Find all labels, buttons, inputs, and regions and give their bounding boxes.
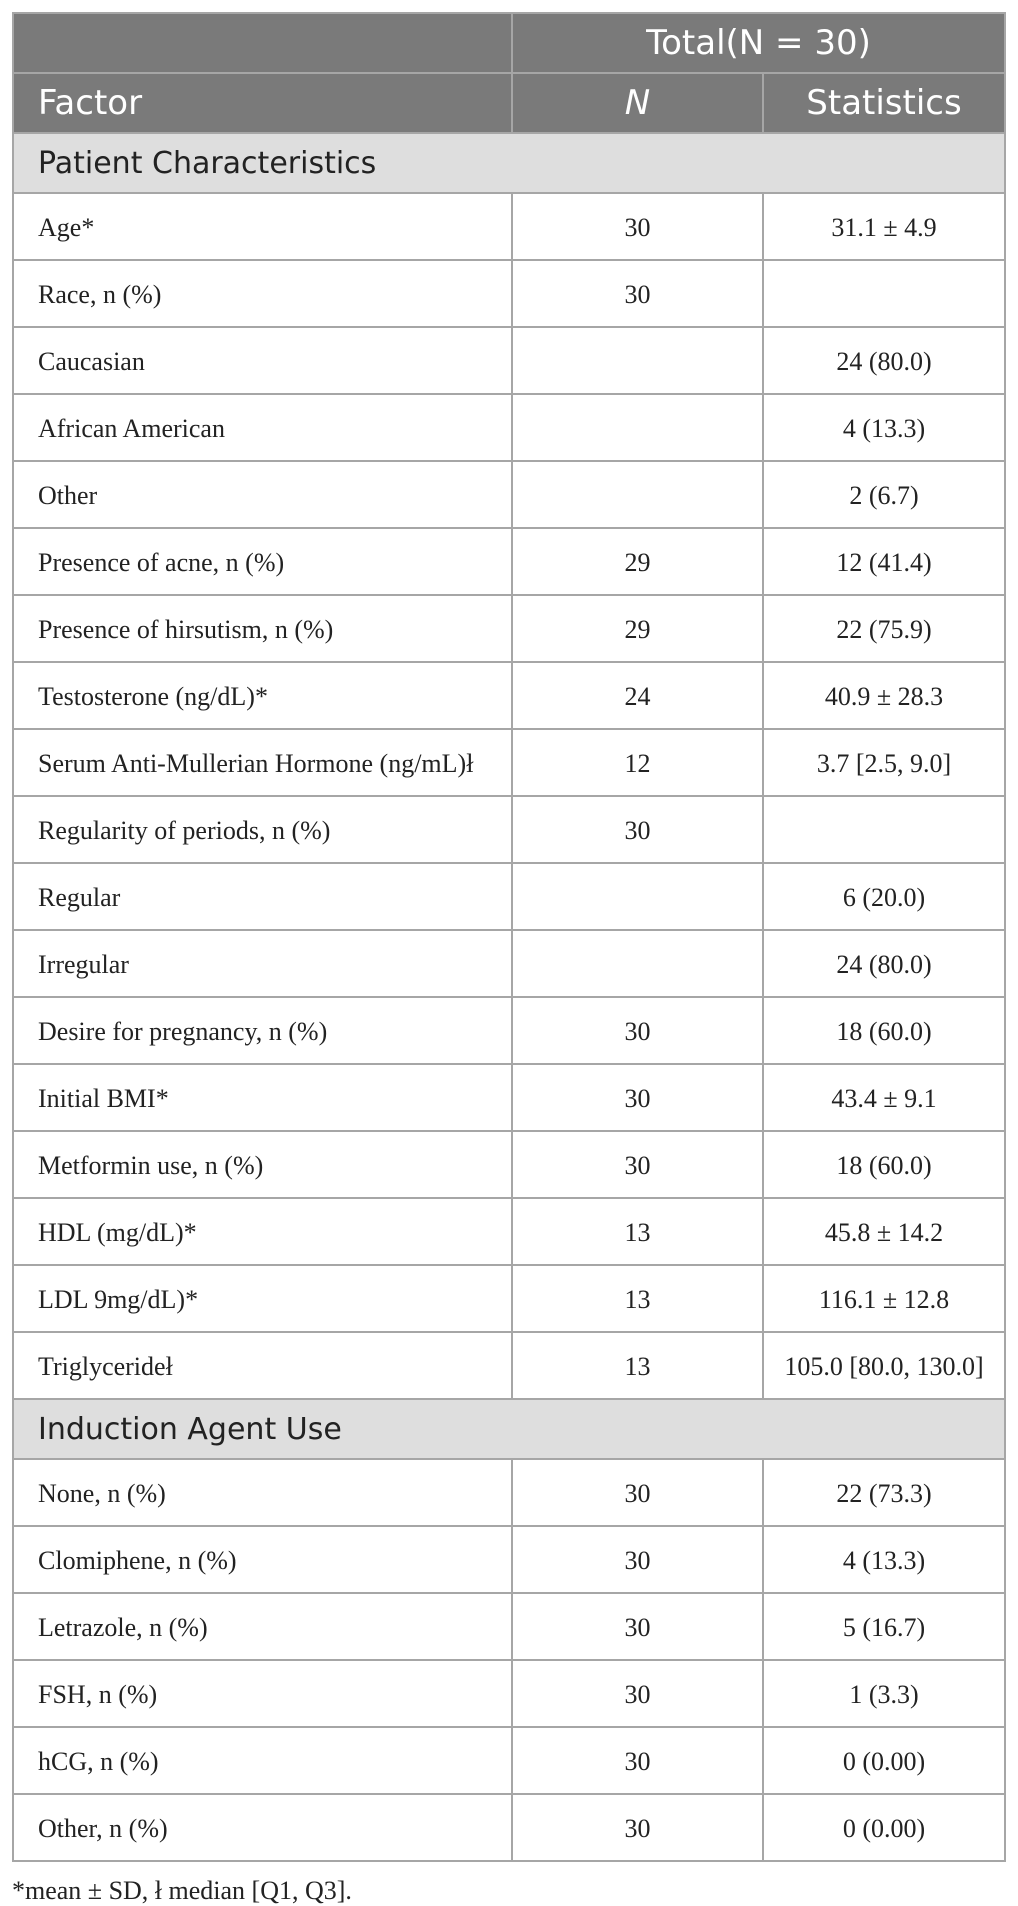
statistics-cell: 24 (80.0): [763, 327, 1005, 394]
factor-cell: Testosterone (ng/dL)*: [13, 662, 512, 729]
header-factor: Factor: [13, 73, 512, 133]
factor-cell: Regularity of periods, n (%): [13, 796, 512, 863]
table-row: [13, 528, 1005, 595]
statistics-cell: 45.8 ± 14.2: [763, 1198, 1005, 1265]
header-column-row: [13, 73, 1005, 133]
factor-cell: Initial BMI*: [13, 1064, 512, 1131]
n-cell: 30: [512, 1593, 763, 1660]
statistics-cell: 4 (13.3): [763, 394, 1005, 461]
factor-cell: Regular: [13, 863, 512, 930]
table-row: [13, 1265, 1005, 1332]
table-row: [13, 729, 1005, 796]
header-statistics: Statistics: [763, 73, 1005, 133]
n-cell: 13: [512, 1332, 763, 1399]
factor-cell: None, n (%): [13, 1459, 512, 1526]
statistics-cell: [763, 796, 1005, 863]
n-cell: 29: [512, 595, 763, 662]
table-container: [12, 12, 1004, 1906]
header-group-label: Total(N = 30): [512, 13, 1005, 73]
n-cell: 30: [512, 1526, 763, 1593]
n-cell: [512, 863, 763, 930]
table-row: [13, 1131, 1005, 1198]
section-title: Patient Characteristics: [13, 133, 1005, 193]
factor-cell: Triglycerideł: [13, 1332, 512, 1399]
factor-cell: LDL 9mg/dL)*: [13, 1265, 512, 1332]
n-cell: 30: [512, 997, 763, 1064]
table-row: [13, 461, 1005, 528]
factor-cell: Other, n (%): [13, 1794, 512, 1861]
section-header-row: [13, 1399, 1005, 1459]
table-row: [13, 260, 1005, 327]
n-cell: 30: [512, 1131, 763, 1198]
statistics-cell: 2 (6.7): [763, 461, 1005, 528]
statistics-cell: 24 (80.0): [763, 930, 1005, 997]
table-row: [13, 327, 1005, 394]
statistics-cell: 4 (13.3): [763, 1526, 1005, 1593]
n-cell: 30: [512, 1727, 763, 1794]
header-n: N: [512, 73, 763, 133]
n-cell: [512, 461, 763, 528]
factor-cell: Irregular: [13, 930, 512, 997]
n-cell: 30: [512, 1794, 763, 1861]
table-body: [13, 133, 1005, 1861]
section-header-row: [13, 133, 1005, 193]
factor-cell: Age*: [13, 193, 512, 260]
n-cell: 30: [512, 260, 763, 327]
n-cell: [512, 394, 763, 461]
table-row: [13, 863, 1005, 930]
table-row: [13, 1064, 1005, 1131]
statistics-cell: 116.1 ± 12.8: [763, 1265, 1005, 1332]
statistics-cell: 18 (60.0): [763, 997, 1005, 1064]
factor-cell: African American: [13, 394, 512, 461]
statistics-cell: 6 (20.0): [763, 863, 1005, 930]
n-cell: 30: [512, 1459, 763, 1526]
factor-cell: Race, n (%): [13, 260, 512, 327]
statistics-cell: 5 (16.7): [763, 1593, 1005, 1660]
n-cell: 30: [512, 1064, 763, 1131]
factor-cell: Caucasian: [13, 327, 512, 394]
footnote: *mean ± SD, ł median [Q1, Q3].: [12, 1876, 352, 1905]
n-cell: 13: [512, 1198, 763, 1265]
table-row: [13, 1727, 1005, 1794]
header-group-row: [13, 13, 1005, 73]
statistics-cell: 12 (41.4): [763, 528, 1005, 595]
factor-cell: Presence of hirsutism, n (%): [13, 595, 512, 662]
table-row: [13, 997, 1005, 1064]
factor-cell: Metformin use, n (%): [13, 1131, 512, 1198]
statistics-cell: 22 (75.9): [763, 595, 1005, 662]
statistics-cell: 3.7 [2.5, 9.0]: [763, 729, 1005, 796]
statistics-cell: 22 (73.3): [763, 1459, 1005, 1526]
n-cell: [512, 930, 763, 997]
n-cell: 30: [512, 193, 763, 260]
factor-cell: hCG, n (%): [13, 1727, 512, 1794]
statistics-cell: 105.0 [80.0, 130.0]: [763, 1332, 1005, 1399]
table-row: [13, 595, 1005, 662]
table-row: [13, 662, 1005, 729]
n-cell: 30: [512, 796, 763, 863]
statistics-cell: [763, 260, 1005, 327]
table-row: [13, 930, 1005, 997]
section-title: Induction Agent Use: [13, 1399, 1005, 1459]
factor-cell: FSH, n (%): [13, 1660, 512, 1727]
n-cell: [512, 327, 763, 394]
table-row: [13, 1660, 1005, 1727]
table-row: [13, 1526, 1005, 1593]
factor-cell: Serum Anti-Mullerian Hormone (ng/mL)ł: [13, 729, 512, 796]
statistics-cell: 0 (0.00): [763, 1794, 1005, 1861]
table-row: [13, 193, 1005, 260]
table-row: [13, 796, 1005, 863]
statistics-cell: 31.1 ± 4.9: [763, 193, 1005, 260]
factor-cell: Clomiphene, n (%): [13, 1526, 512, 1593]
table-row: [13, 1198, 1005, 1265]
table-row: [13, 1593, 1005, 1660]
statistics-cell: 1 (3.3): [763, 1660, 1005, 1727]
factor-cell: Other: [13, 461, 512, 528]
factor-cell: Presence of acne, n (%): [13, 528, 512, 595]
statistics-cell: 0 (0.00): [763, 1727, 1005, 1794]
n-cell: 29: [512, 528, 763, 595]
header-blank: [13, 13, 512, 73]
factor-cell: Desire for pregnancy, n (%): [13, 997, 512, 1064]
n-cell: 13: [512, 1265, 763, 1332]
statistics-cell: 18 (60.0): [763, 1131, 1005, 1198]
factor-cell: Letrazole, n (%): [13, 1593, 512, 1660]
table-row: [13, 394, 1005, 461]
statistics-cell: 43.4 ± 9.1: [763, 1064, 1005, 1131]
patient-characteristics-table: [12, 12, 1006, 1862]
factor-cell: HDL (mg/dL)*: [13, 1198, 512, 1265]
table-row: [13, 1332, 1005, 1399]
statistics-cell: 40.9 ± 28.3: [763, 662, 1005, 729]
table-row: [13, 1459, 1005, 1526]
n-cell: 30: [512, 1660, 763, 1727]
table-row: [13, 1794, 1005, 1861]
n-cell: 12: [512, 729, 763, 796]
n-cell: 24: [512, 662, 763, 729]
